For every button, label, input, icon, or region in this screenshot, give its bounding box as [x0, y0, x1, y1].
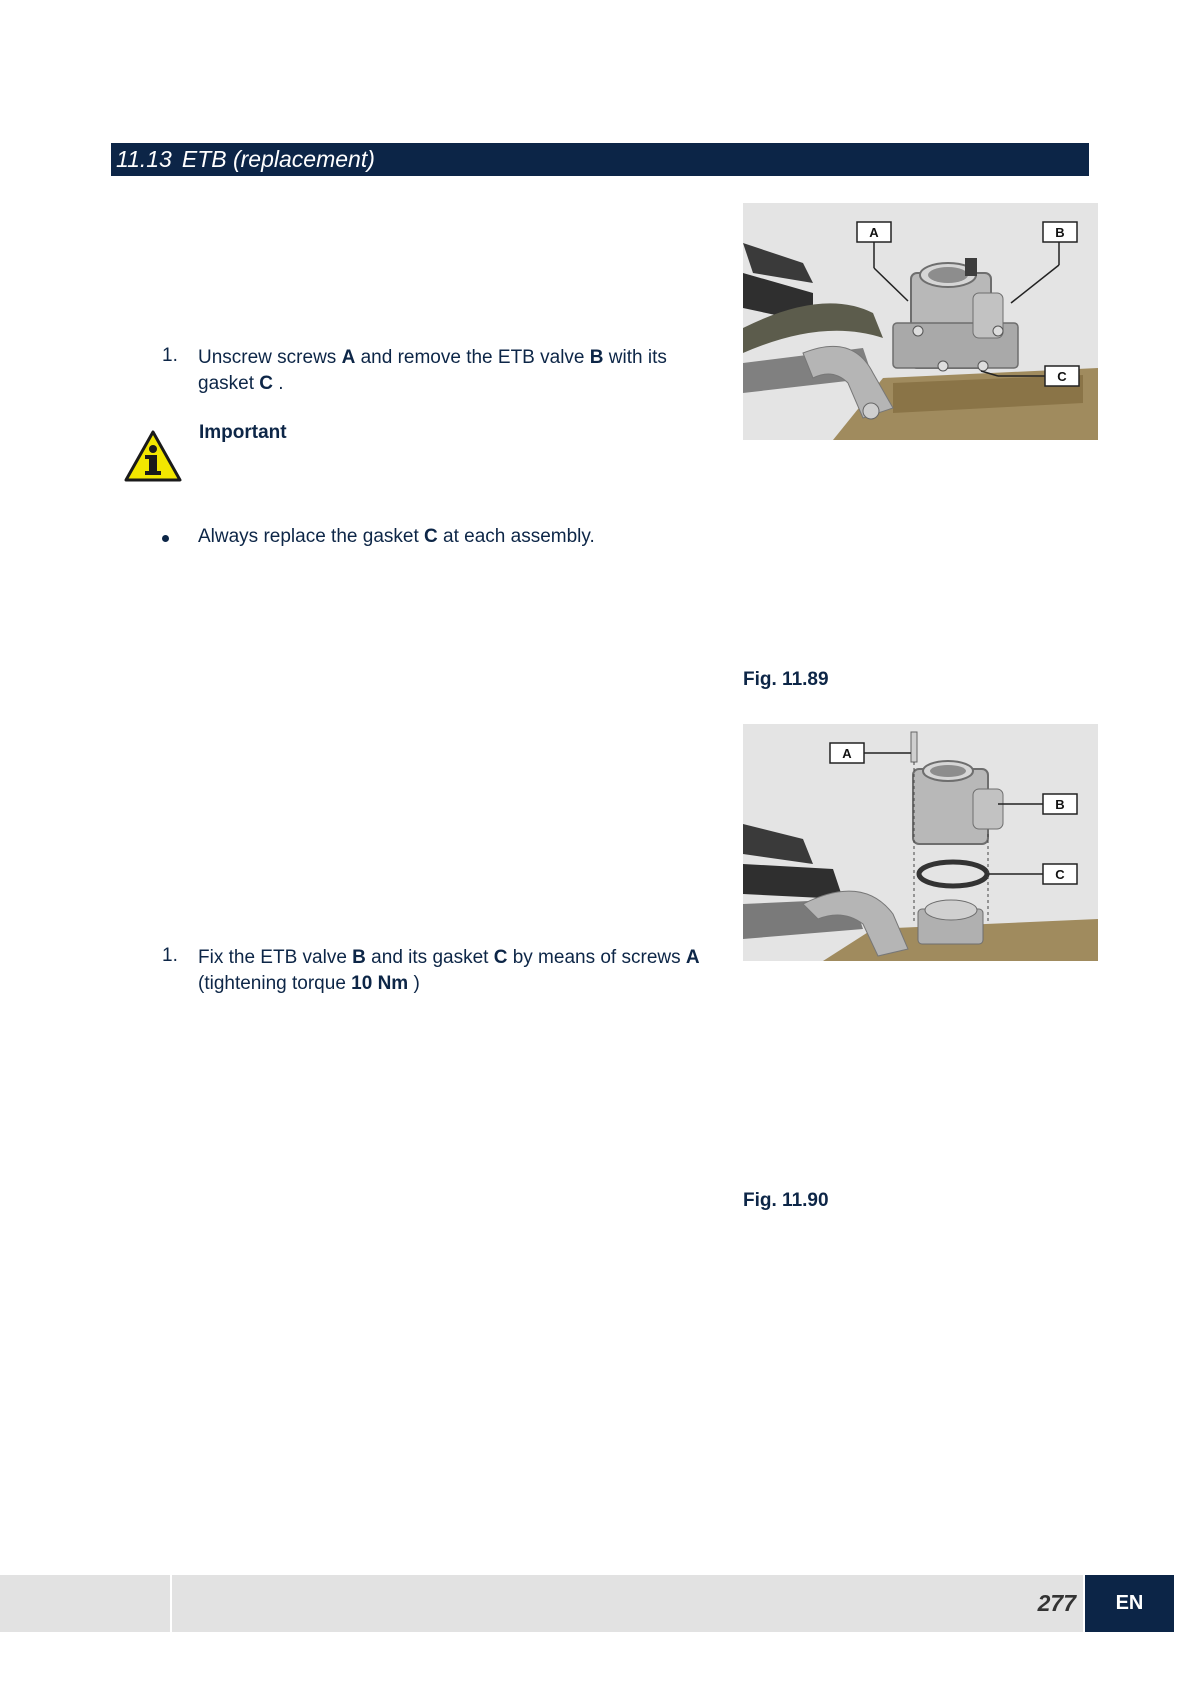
footer-left-block: [0, 1575, 170, 1632]
figure-caption: Fig. 11.90: [743, 1190, 829, 1211]
figure-11-89: [743, 203, 1098, 440]
figure-11-90: [743, 724, 1098, 961]
section-header: [111, 143, 1089, 176]
figure-caption: Fig. 11.89: [743, 669, 829, 690]
step-text: Unscrew screws A and remove the ETB valve B with its gasket C .: [198, 347, 667, 394]
step-text: Fix the ETB valve B and its gasket C by means of screws A (tightening torque 10 Nm ): [198, 947, 700, 994]
language-badge: EN: [1085, 1575, 1174, 1632]
step-index: 1.: [162, 345, 178, 366]
page-number: 277: [1037, 1590, 1076, 1616]
important-label: Important: [199, 422, 287, 443]
bullet-icon: [162, 535, 169, 542]
figure-label: A: [842, 746, 852, 761]
section-title: ETB (replacement): [181, 146, 375, 172]
section-number: 11.13: [116, 146, 172, 172]
step-index: 1.: [162, 945, 178, 966]
footer-bar: [172, 1575, 1083, 1632]
figure-label: C: [1055, 867, 1065, 882]
figure-label: C: [1057, 369, 1067, 384]
figure-label: B: [1055, 797, 1065, 812]
bullet-text: Always replace the gasket C at each assembly.: [198, 526, 595, 547]
figure-label: A: [869, 225, 879, 240]
info-warning-icon: [124, 430, 182, 482]
figure-label: B: [1055, 225, 1065, 240]
